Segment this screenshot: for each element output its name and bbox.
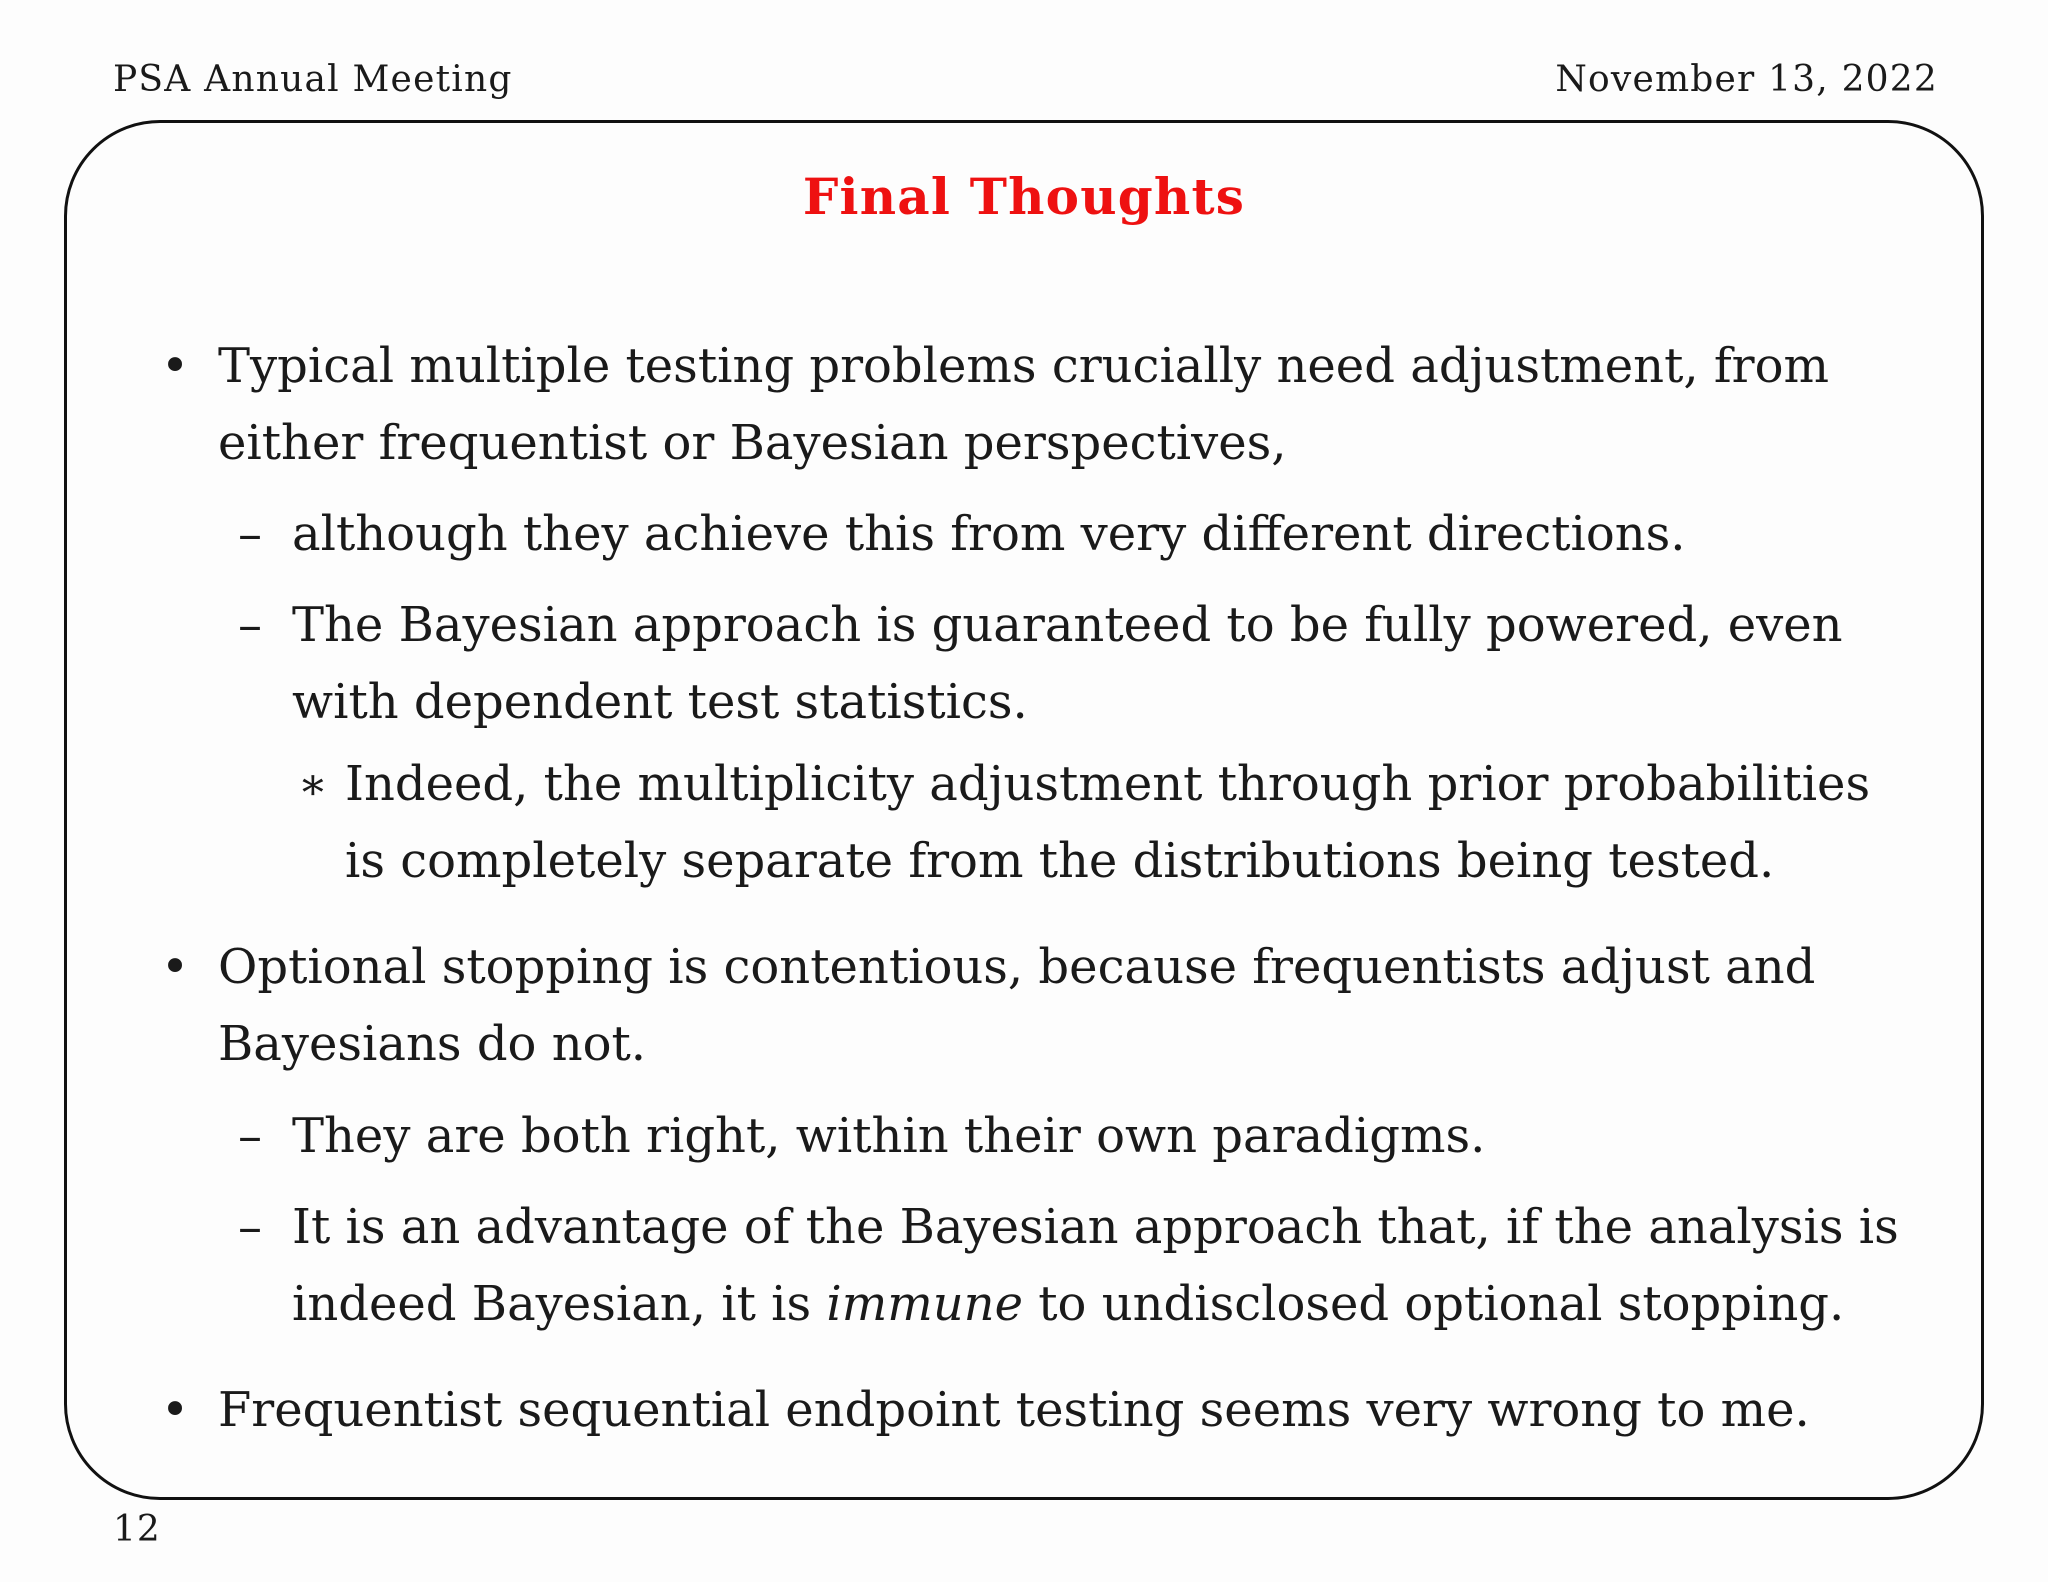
bullet-marker: • bbox=[160, 1382, 190, 1438]
sub-bullet-text: although they achieve this from very different directions. bbox=[292, 506, 1686, 562]
sub-sub-bullet-text: Indeed, the multiplicity adjustment through prior probabilities is completely separate from the distributions being tested. bbox=[345, 756, 1871, 889]
header-left: PSA Annual Meeting bbox=[113, 59, 513, 100]
dash-marker: – bbox=[238, 506, 262, 562]
sub-bullet-text: They are both right, within their own paradigms. bbox=[292, 1108, 1486, 1164]
dash-marker: – bbox=[238, 1199, 262, 1255]
bullet-item bbox=[160, 328, 1918, 482]
bullet-text: Typical multiple testing problems crucially need adjustment, from either frequentist or Bayesian perspectives, bbox=[218, 338, 1830, 471]
sub-bullet-text: It is an advantage of the Bayesian approach that, if the analysis is indeed Bayesian, it is immune to undisclosed optional stopping. bbox=[292, 1199, 1899, 1332]
bullet-item bbox=[160, 1372, 1918, 1449]
sub-bullet-item bbox=[238, 1189, 1912, 1343]
bullet-text: Optional stopping is contentious, because frequentists adjust and Bayesians do not. bbox=[218, 939, 1816, 1072]
sub-bullet-text: The Bayesian approach is guaranteed to be fully powered, even with dependent test statistics. bbox=[292, 597, 1843, 730]
bullet-marker: • bbox=[160, 338, 190, 394]
bullet-marker: • bbox=[160, 939, 190, 995]
asterisk-marker: ∗ bbox=[298, 759, 328, 810]
emphasis-immune: immune bbox=[826, 1276, 1023, 1332]
sub-bullet-item bbox=[238, 587, 1912, 741]
dash-marker: – bbox=[238, 597, 262, 653]
slide-title: Final Thoughts bbox=[802, 167, 1246, 226]
header-right: November 13, 2022 bbox=[1555, 59, 1938, 100]
sub-bullet-item bbox=[238, 1098, 1912, 1175]
bullet-text: Frequentist sequential endpoint testing seems very wrong to me. bbox=[218, 1382, 1810, 1438]
sub-sub-bullet-item bbox=[298, 746, 1905, 900]
page-number: 12 bbox=[113, 1509, 161, 1550]
dash-marker: – bbox=[238, 1108, 262, 1164]
bullet-item bbox=[160, 929, 1918, 1083]
sub-bullet-item bbox=[238, 496, 1912, 573]
